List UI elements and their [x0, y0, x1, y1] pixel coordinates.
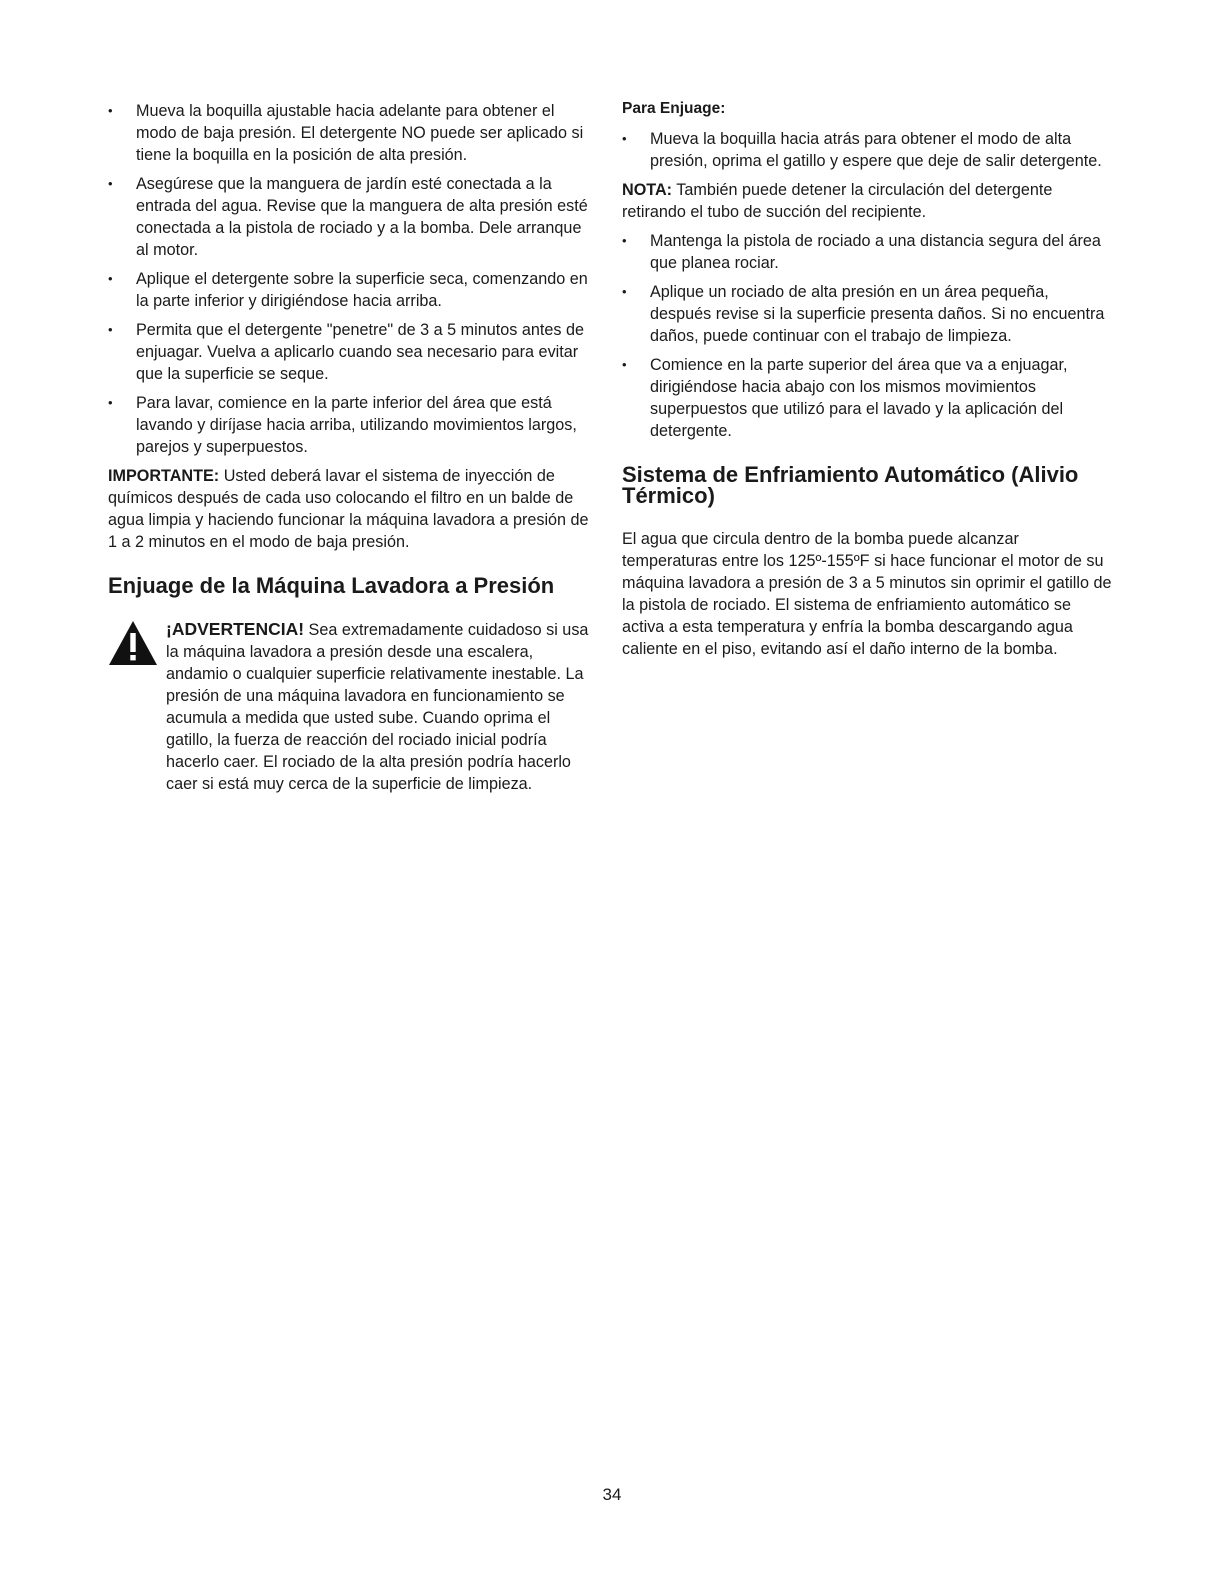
warning-label: ¡ADVERTENCIA! — [166, 619, 305, 639]
rinse-section-heading: Enjuage de la Máquina Lavadora a Presión — [108, 573, 555, 598]
page-number: 34 — [602, 1485, 622, 1504]
cooling-paragraph: El agua que circula dentro de la bomba puede alcanzar temperaturas entre los 125º-155ºF si hace funcionar el motor de su máquina lavadora a presión de 3 a 5 minutos sin oprimir el gatillo de la pistola de rociado. El sistema de enfriamiento automático se activa a esta temperatura y enfría la bomba descargando agua caliente en el piso, evitando así el daño interno de la bomba. — [622, 530, 1112, 658]
nota-label: NOTA: — [622, 181, 673, 199]
left-column — [108, 100, 592, 795]
list-item: • Para lavar, comience en la parte inferior del área que está lavando y diríjase hacia arriba, utilizando movimientos largos, parejos y superpuestos. — [108, 392, 592, 458]
warning-triangle-icon — [108, 620, 158, 666]
importante-label: IMPORTANTE: — [108, 467, 220, 485]
list-item: • Asegúrese que la manguera de jardín esté conectada a la entrada del agua. Revise que la manguera de alta presión esté conectada a la pistola de rociado y a la bomba. Dele arranque al motor. — [108, 173, 592, 261]
nota-text: También puede detener la circulación del detergente retirando el tubo de succión del recipiente. — [622, 181, 1053, 221]
cooling-section-heading: Sistema de Enfriamiento Automático (Alivio Térmico) — [622, 462, 1079, 508]
detergent-steps-list — [108, 100, 592, 458]
list-item: • Mueva la boquilla hacia atrás para obtener el modo de alta presión, oprima el gatillo y espere que deje de salir detergente. — [622, 128, 1114, 172]
nota-note — [622, 179, 1114, 223]
list-item: • Aplique el detergente sobre la superficie seca, comenzando en la parte inferior y dirigiéndose hacia arriba. — [108, 268, 592, 312]
rinse-subheading: Para Enjuage: — [622, 100, 726, 117]
rinse-steps-list — [622, 128, 1114, 172]
warning-body: Sea extremadamente cuidadoso si usa la máquina lavadora a presión desde una escalera, andamio o cualquier superficie relativamente inestable. La presión de una máquina lavadora en funcionamiento se acumula a medida que usted sube. Cuando oprima el gatillo, la fuerza de reacción del rociado inicial podría hacerlo caer. El rociado de la alta presión podría hacerlo caer si está muy cerca de la superficie de limpieza. — [166, 621, 589, 793]
right-column — [622, 100, 1114, 667]
importante-text: Usted deberá lavar el sistema de inyección de químicos después de cada uso colocando el filtro en un balde de agua limpia y haciendo funcionar la máquina lavadora a presión de 1 a 2 minutos en el modo de baja presión. — [108, 467, 589, 551]
list-item: • Aplique un rociado de alta presión en un área pequeña, después revise si la superficie presenta daños. Si no encuentra daños, puede continuar con el trabajo de limpieza. — [622, 281, 1114, 347]
warning-block — [108, 618, 592, 795]
list-item: • Mantenga la pistola de rociado a una distancia segura del área que planea rociar. — [622, 230, 1114, 274]
list-item: • Comience en la parte superior del área que va a enjuagar, dirigiéndose hacia abajo con los mismos movimientos superpuestos que utilizó para el lavado y la aplicación del detergente. — [622, 354, 1114, 442]
warning-text — [166, 618, 592, 795]
importante-note — [108, 465, 592, 553]
list-item: • Permita que el detergente "penetre" de 3 a 5 minutos antes de enjuagar. Vuelva a aplicarlo cuando sea necesario para evitar que la superficie se seque. — [108, 319, 592, 385]
rinse-steps-list-2 — [622, 230, 1114, 442]
list-item: • Mueva la boquilla ajustable hacia adelante para obtener el modo de baja presión. El detergente NO puede ser aplicado si tiene la boquilla en la posición de alta presión. — [108, 100, 592, 166]
